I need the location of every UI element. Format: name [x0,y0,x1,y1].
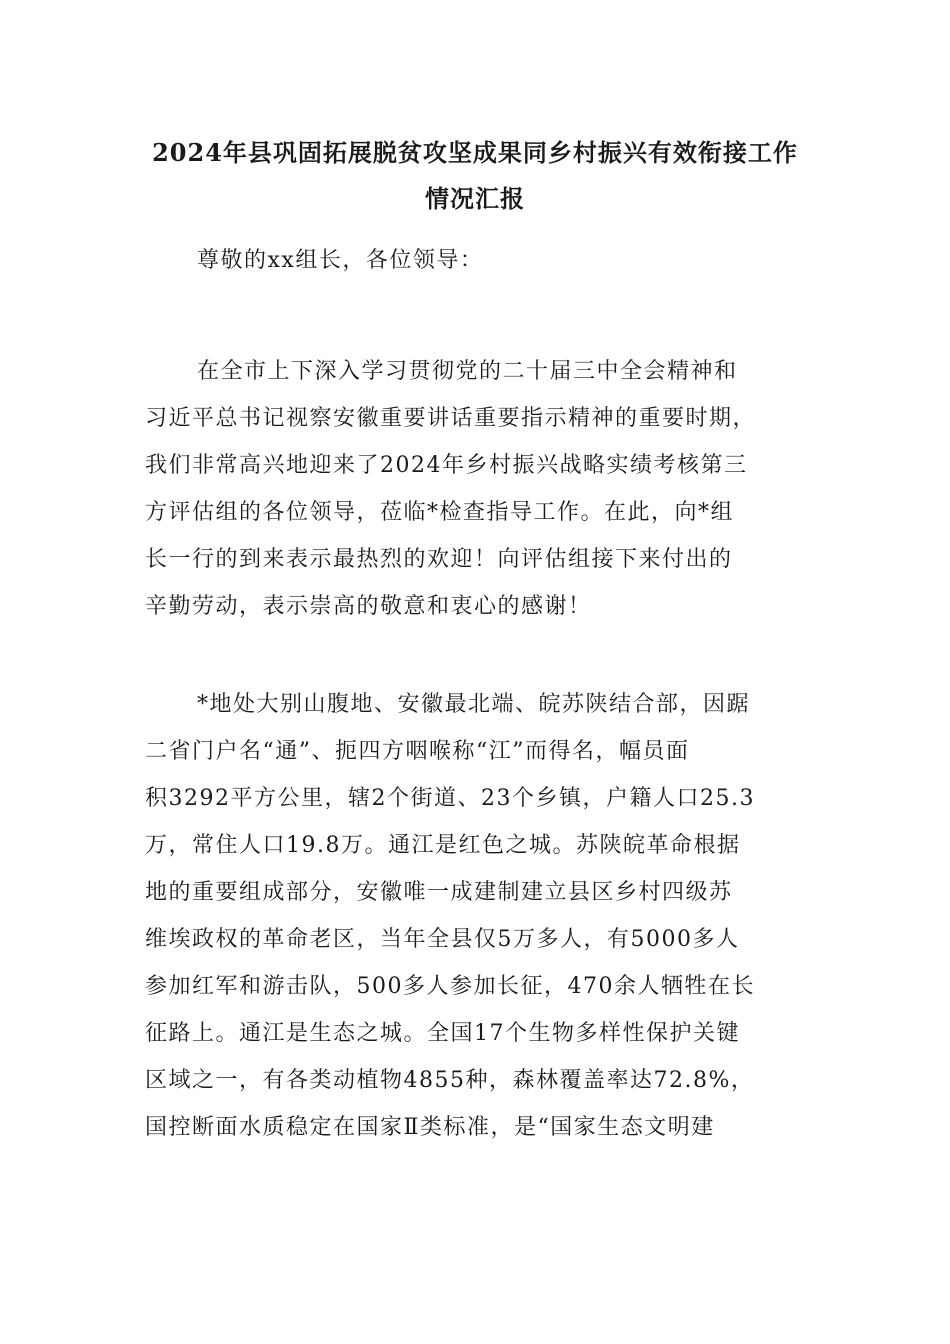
paragraph-county-overview [145,681,805,1151]
paragraph-welcome [145,348,805,630]
paragraph-line: 习近平总书记视察安徽重要讲话重要指示精神的重要时期， [145,406,757,431]
greeting-paragraph [145,237,805,284]
greeting-text: 尊敬的xx组长，各位领导： [197,248,484,273]
paragraph-line: *地处大别山腹地、安徽最北端、皖苏陕结合部，因踞 [197,692,751,717]
paragraph-line: 在全市上下深入学习贯彻党的二十届三中全会精神和 [197,359,738,384]
paragraph-line: 方评估组的各位领导，莅临*检查指导工作。在此，向*组 [145,500,735,525]
paragraph-line: 国控断面水质稳定在国家Ⅱ类标准，是“国家生态文明建 [145,1115,715,1140]
paragraph-line: 辛勤劳动，表示崇高的敬意和衷心的感谢！ [145,594,592,619]
paragraph-line: 区域之一，有各类动植物4855种，森林覆盖率达72.8%， [145,1068,755,1093]
paragraph-line: 积3292平方公里，辖2个街道、23个乡镇，户籍人口25.3 [145,786,755,811]
paragraph-line: 地的重要组成部分，安徽唯一成建制建立县区乡村四级苏 [145,880,733,905]
document-title [100,130,850,222]
paragraph-line: 万，常住人口19.8万。通江是红色之城。苏陕皖革命根据 [145,833,741,858]
paragraph-line: 征路上。通江是生态之城。全国17个生物多样性保护关键 [145,1021,740,1046]
paragraph-line: 参加红军和游击队，500多人参加长征，470余人牺牲在长 [145,974,755,999]
title-line-1: 2024年县巩固拓展脱贫攻坚成果同乡村振兴有效衔接工作 [152,138,798,167]
paragraph-line: 二省门户名“通”、扼四方咽喉称“江”而得名，幅员面 [145,739,690,764]
paragraph-line: 我们非常高兴地迎来了2024年乡村振兴战略实绩考核第三 [145,453,748,478]
paragraph-line: 长一行的到来表示最热烈的欢迎！向评估组接下来付出的 [145,547,733,572]
title-line-2: 情况汇报 [425,184,525,213]
paragraph-line: 维埃政权的革命老区，当年全县仅5万多人，有5000多人 [145,927,740,952]
